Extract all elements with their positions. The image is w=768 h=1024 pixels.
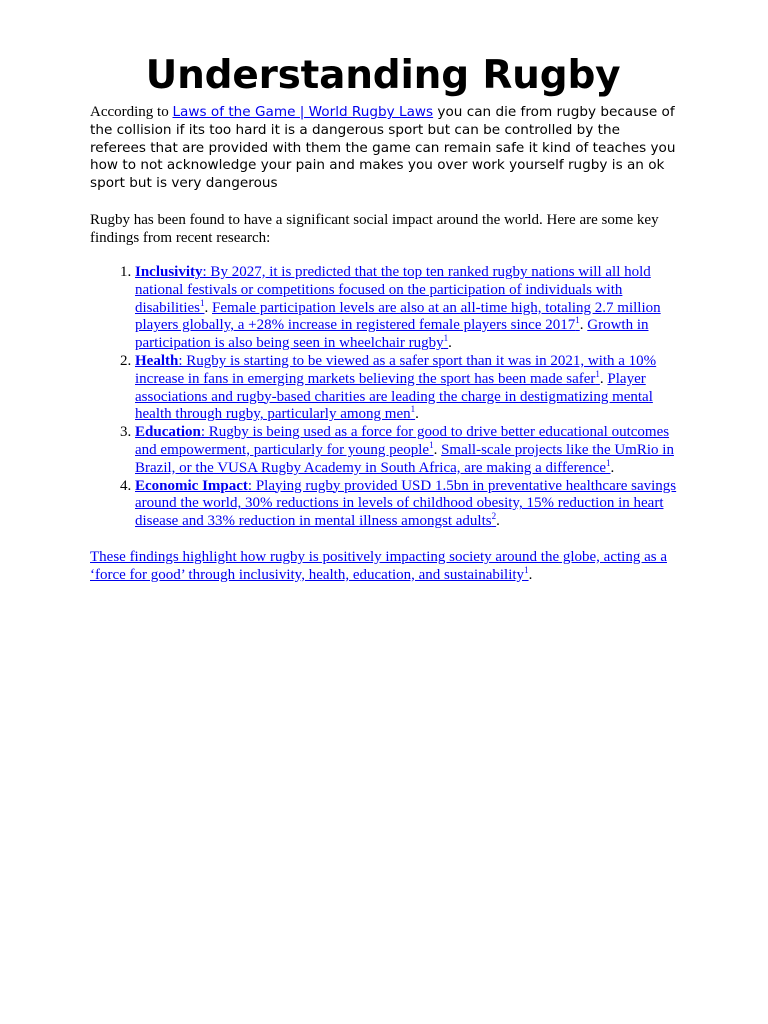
end-period: . <box>448 335 452 352</box>
lead-paragraph: Rugby has been found to have a significant social impact around the world. Here are some key findings from recent research: <box>90 211 659 246</box>
findings-list <box>90 264 680 531</box>
conclusion-paragraph <box>90 549 680 585</box>
finding-text: Small-scale projects like the UmRio in Brazil, or the VUSA Rugby Academy in South Africa, are making a difference <box>135 441 674 476</box>
intro-paragraph <box>90 104 680 193</box>
page-title: Understanding Rugby <box>145 53 621 98</box>
finding-economic-impact <box>135 478 680 531</box>
finding-heading: Inclusivity <box>135 263 203 280</box>
end-period: . <box>415 406 419 423</box>
footnote-ref: 1 <box>200 297 205 308</box>
finding-heading: Education <box>135 424 201 441</box>
conclusion-text: These findings highlight how rugby is positively impacting society around the globe, acting as a ‘force for good’ through inclusivity, health, education, and sustainability <box>90 548 667 583</box>
end-period: . <box>496 513 500 530</box>
finding-text: Growth in participation is also being seen in wheelchair rugby <box>135 317 649 352</box>
footnote-ref: 1 <box>606 457 611 468</box>
footnote-ref: 1 <box>429 439 434 450</box>
finding-text: Female participation levels are also at an all-time high, totaling 2.7 million players globally, a +28% increase in registered female players since 2017 <box>135 299 661 334</box>
finding-heading: Economic Impact <box>135 477 248 494</box>
conclusion-link[interactable] <box>90 549 667 583</box>
finding-text: Player associations and rugby-based charities are leading the charge in destigmatizing mental health through rugby, particularly among men <box>135 370 653 423</box>
finding-health-link-1[interactable] <box>135 353 656 387</box>
finding-text: : Rugby is starting to be viewed as a safer sport than it was in 2021, with a 10% increase in fans in emerging markets believing the sport has been made safer <box>135 352 657 387</box>
footnote-ref: 1 <box>595 368 600 379</box>
footnote-ref: 1 <box>410 404 416 415</box>
finding-text: : Rugby is being used as a force for good to drive better educational outcomes and empowerment, particularly for young people <box>135 424 670 458</box>
finding-education <box>135 424 680 477</box>
finding-heading: Health <box>135 352 179 369</box>
end-period: . <box>528 566 533 583</box>
intro-body: you can die from rugby because of the collision if its too hard it is a dangerous sport but can be controlled by the referees that are provided with them the game can remain safe it kind of teaches you how to not acknowledge your pain and makes you over work yourself rugby is an ok sport but is very dangerous <box>90 104 676 192</box>
world-rugby-laws-link[interactable]: Laws of the Game | World Rugby Laws <box>172 104 434 120</box>
finding-text: : By 2027, it is predicted that the top ten ranked rugby nations will all hold national festivals or competitions focused on the participation of individuals with disabilities <box>135 263 651 316</box>
footnote-ref: 1 <box>575 315 580 326</box>
finding-inclusivity <box>135 264 680 353</box>
footnote-ref: 2 <box>491 511 497 522</box>
separator: . <box>579 317 588 334</box>
footnote-ref: 1 <box>524 564 529 575</box>
finding-text: : Playing rugby provided USD 1.5bn in preventative healthcare savings around the world, 30% reductions in levels of childhood obesity, 15% reduction in heart disease and 33% reduction in mental illness amongst adults <box>135 477 677 530</box>
separator: . <box>599 370 608 387</box>
finding-economic-link-1[interactable] <box>135 478 676 530</box>
separator: . <box>433 441 442 458</box>
separator: . <box>204 299 212 316</box>
intro-prefix: According to <box>90 104 173 120</box>
footnote-ref: 1 <box>443 333 449 344</box>
document-page <box>90 52 680 585</box>
end-period: . <box>610 459 615 476</box>
finding-health <box>135 353 680 424</box>
